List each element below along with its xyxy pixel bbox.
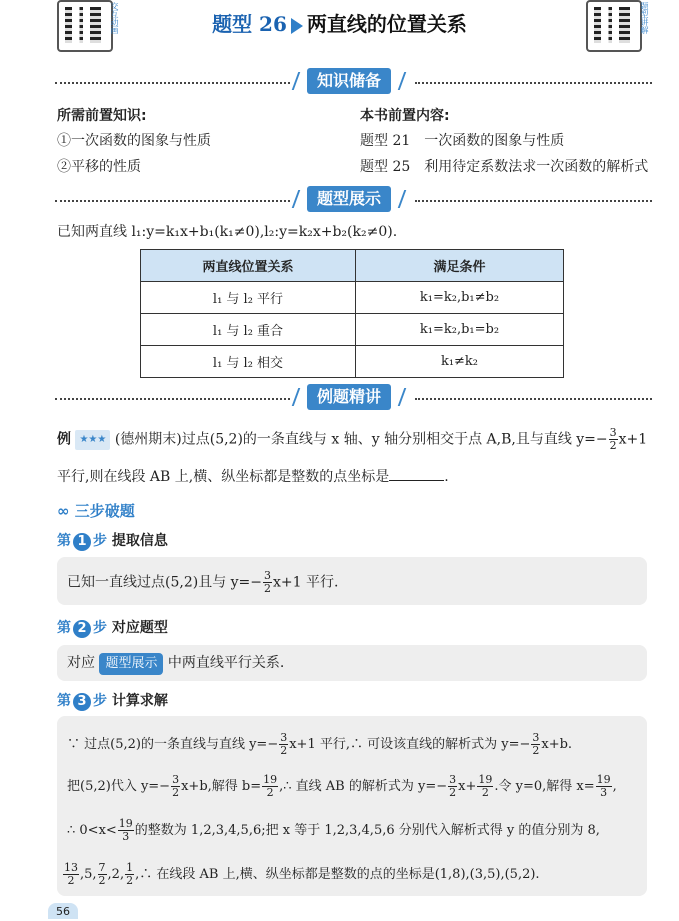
table-row bbox=[141, 346, 564, 378]
step-2-text: 对应 题型展示 中两直线平行关系. bbox=[67, 653, 284, 675]
arrow-icon bbox=[291, 18, 303, 34]
book-prereq-item-2[interactable]: 题型 25 利用待定系数法求一次函数的解析式 bbox=[360, 159, 649, 175]
table-cell: k₁≠k₂ bbox=[356, 346, 564, 378]
title-main: 两直线的位置关系 bbox=[306, 12, 467, 36]
step-3-header: 第 3 步 计算求解 bbox=[57, 693, 168, 709]
table-row bbox=[141, 282, 564, 314]
step-3-line-2: 把(5,2)代入 y=− $\frac{3}{2}$ x+b,解得 b= $\frac{19}{2}$ ,∴ 直线 AB 的解析式为 y=− $\frac{3}{2}$ x+ $\frac{19}{2}$ .令 y=0,解得 x= $\frac{19}{3}$ , bbox=[67, 773, 617, 799]
example-text-a: (德州期末)过点(5,2)的一条直线与 x 轴、y 轴分别相交于点 A,B,且与直线 y=− bbox=[114, 431, 608, 448]
example-label: 例 bbox=[57, 431, 71, 448]
page-title bbox=[0, 8, 679, 37]
title-prefix: 题型 26 bbox=[212, 12, 287, 36]
example-question-line1 bbox=[57, 427, 657, 452]
table-cell: l₁ 与 l₂ 相交 bbox=[141, 346, 356, 378]
book-prereq-heading: 本书前置内容: bbox=[360, 108, 450, 124]
example-text-d: . bbox=[444, 469, 449, 485]
prereq-item-1: ①一次函数的图象与性质 bbox=[57, 133, 211, 149]
table-header: 两直线位置关系 bbox=[141, 250, 356, 282]
three-steps-title: ∞ 三步破题 bbox=[57, 502, 135, 520]
table-row bbox=[141, 314, 564, 346]
table-header: 满足条件 bbox=[356, 250, 564, 282]
step-3-name: 计算求解 bbox=[111, 693, 168, 709]
prereq-heading: 所需前置知识: bbox=[57, 108, 147, 124]
book-prereq-item-1[interactable]: 题型 21 一次函数的图象与性质 bbox=[360, 133, 565, 149]
step-2-header: 第 2 步 对应题型 bbox=[57, 620, 168, 636]
table-header-row bbox=[141, 250, 564, 282]
display-intro: 已知两直线 l₁:y=k₁x+b₁(k₁≠0),l₂:y=k₂x+b₂(k₂≠0). bbox=[57, 224, 398, 240]
step-1-text: 已知一直线过点(5,2)且与 y=− $\frac{3}{2}$ x+1 平行. bbox=[67, 569, 339, 595]
relation-table bbox=[140, 249, 564, 378]
prereq-item-2: ②平移的性质 bbox=[57, 159, 141, 175]
qr-right-label: 题型讲解 bbox=[640, 2, 649, 34]
section-knowledge-title: 知识储备 bbox=[307, 68, 391, 94]
fraction: $\frac{3}{2}$ bbox=[609, 426, 617, 452]
section-display-title: 题型展示 bbox=[307, 186, 391, 212]
section-example-title: 例题精讲 bbox=[307, 384, 391, 410]
difficulty-stars: ★★★ bbox=[75, 430, 110, 450]
table-cell: l₁ 与 l₂ 重合 bbox=[141, 314, 356, 346]
section-example-bar bbox=[55, 384, 652, 412]
answer-blank[interactable] bbox=[389, 466, 444, 481]
step-2-name: 对应题型 bbox=[111, 620, 168, 636]
qr-code-right[interactable] bbox=[586, 0, 642, 52]
table-cell: k₁=k₂,b₁≠b₂ bbox=[356, 282, 564, 314]
step-3-line-4: $\frac{13}{2}$ ,5, $\frac{7}{2}$ ,2, $\frac{1}{2}$ ,∴ 在线段 AB 上,横、纵坐标都是整数的点的坐标是(1,8),(3,5),(5,2). bbox=[64, 861, 540, 887]
fraction: $\frac{3}{2}$ bbox=[264, 569, 272, 595]
link-icon: ∞ bbox=[57, 502, 70, 520]
section-knowledge-bar bbox=[55, 68, 652, 96]
section-link-pill[interactable]: 题型展示 bbox=[99, 653, 163, 675]
table-cell: k₁=k₂,b₁=b₂ bbox=[356, 314, 564, 346]
step-1-header: 第 1 步 提取信息 bbox=[57, 533, 168, 549]
step-3-line-3: ∴ 0<x< $\frac{19}{3}$ 的整数为 1,2,3,4,5,6;把 x 等于 1,2,3,4,5,6 分别代入解析式得 y 的值分别为 8, bbox=[67, 817, 600, 843]
section-display-bar bbox=[55, 186, 652, 214]
qr-left-label: 交互动画 bbox=[110, 2, 119, 34]
example-text-c: 平行,则在线段 AB 上,横、纵坐标都是整数的点坐标是 bbox=[57, 469, 390, 485]
table-cell: l₁ 与 l₂ 平行 bbox=[141, 282, 356, 314]
page-number: 56 bbox=[48, 903, 78, 919]
step-1-name: 提取信息 bbox=[111, 533, 168, 549]
example-question-line2 bbox=[57, 466, 449, 487]
example-text-b: x+1 bbox=[618, 431, 648, 448]
step-3-line-1: ∵ 过点(5,2)的一条直线与直线 y=− $\frac{3}{2}$ x+1 平行,∴ 可设该直线的解析式为 y=− $\frac{3}{2}$ x+b. bbox=[67, 731, 573, 757]
